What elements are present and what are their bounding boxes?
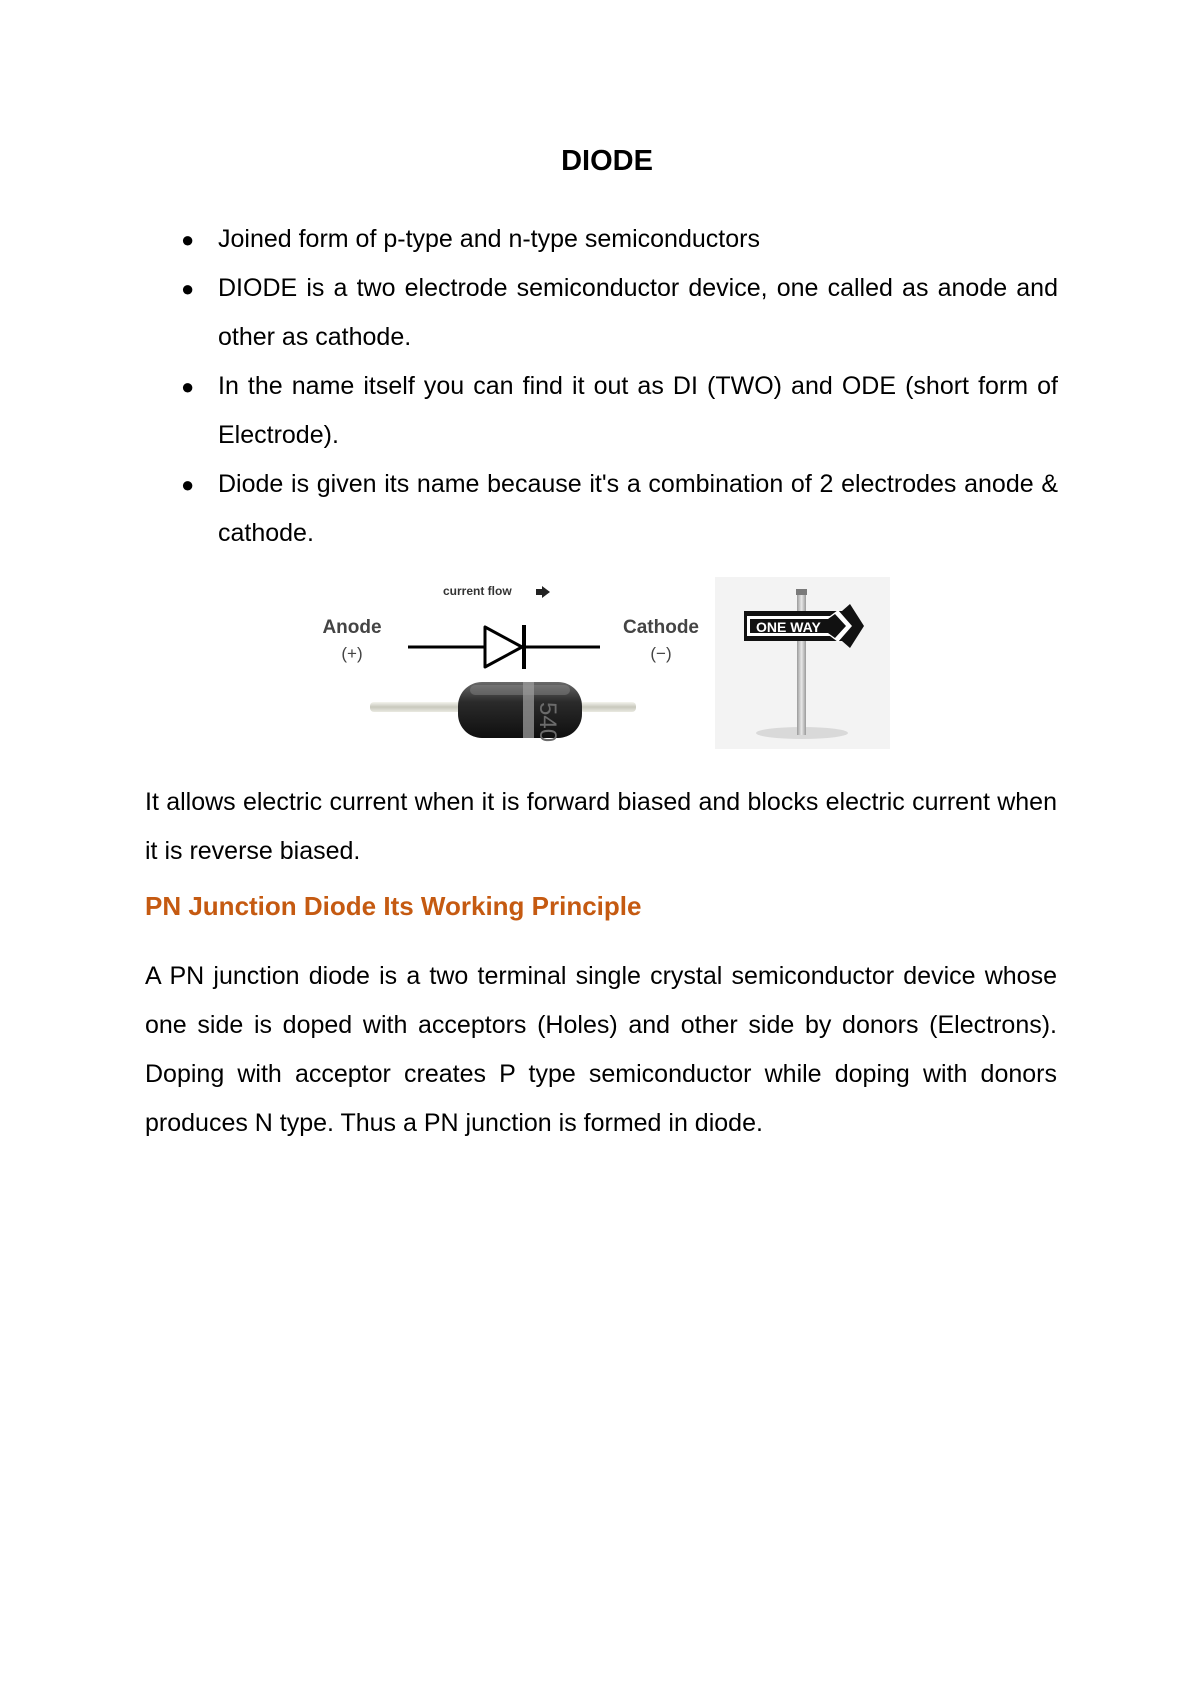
- body-paragraph: A PN junction diode is a two terminal single crystal semiconductor device whose one side is doped with acceptors (Holes) and other side by donors (Electrons). Doping with acceptor creates P type semiconductor while doping with donors produces N type. Thus a PN junction is formed in diode.: [145, 962, 1057, 1137]
- list-item: [181, 215, 1058, 264]
- bullet-icon: ●: [181, 374, 195, 399]
- current-flow-arrow-icon: [536, 586, 550, 598]
- page-title: DIODE: [561, 145, 653, 177]
- anode-sign: (+): [341, 644, 363, 663]
- list-item-text: Diode is given its name because it's a combination of 2 electrodes anode & cathode.: [218, 470, 1058, 547]
- list-item: [181, 460, 1058, 558]
- intro-paragraph: It allows electric current when it is forward biased and blocks electric current when it is reverse biased.: [145, 788, 1057, 865]
- cathode-label: Cathode: [623, 617, 699, 638]
- bullet-list: [181, 215, 1058, 558]
- section-heading: PN Junction Diode Its Working Principle: [145, 891, 642, 921]
- diode-symbol: [408, 625, 600, 669]
- list-item-text: Joined form of p-type and n-type semiconductors: [218, 225, 760, 253]
- diode-figure: [310, 577, 890, 749]
- list-item-text: In the name itself you can find it out as DI (TWO) and ODE (short form of Electrode).: [218, 372, 1058, 449]
- one-way-sign-text: ONE WAY: [756, 619, 821, 635]
- diode-illustration: [310, 577, 890, 749]
- one-way-sign: [715, 577, 890, 749]
- list-item: [181, 362, 1058, 460]
- diode-body-marking: 540 MIC: [534, 702, 561, 749]
- bullet-icon: ●: [181, 227, 195, 252]
- cathode-sign: (−): [650, 644, 672, 663]
- diode-component: [370, 682, 636, 749]
- list-item-text: DIODE is a two electrode semiconductor device, one called as anode and other as cathode.: [218, 274, 1058, 351]
- list-item: [181, 264, 1058, 362]
- anode-label: Anode: [322, 617, 382, 638]
- bullet-icon: ●: [181, 276, 195, 301]
- bullet-icon: ●: [181, 472, 195, 497]
- current-flow-label: current flow: [443, 584, 512, 598]
